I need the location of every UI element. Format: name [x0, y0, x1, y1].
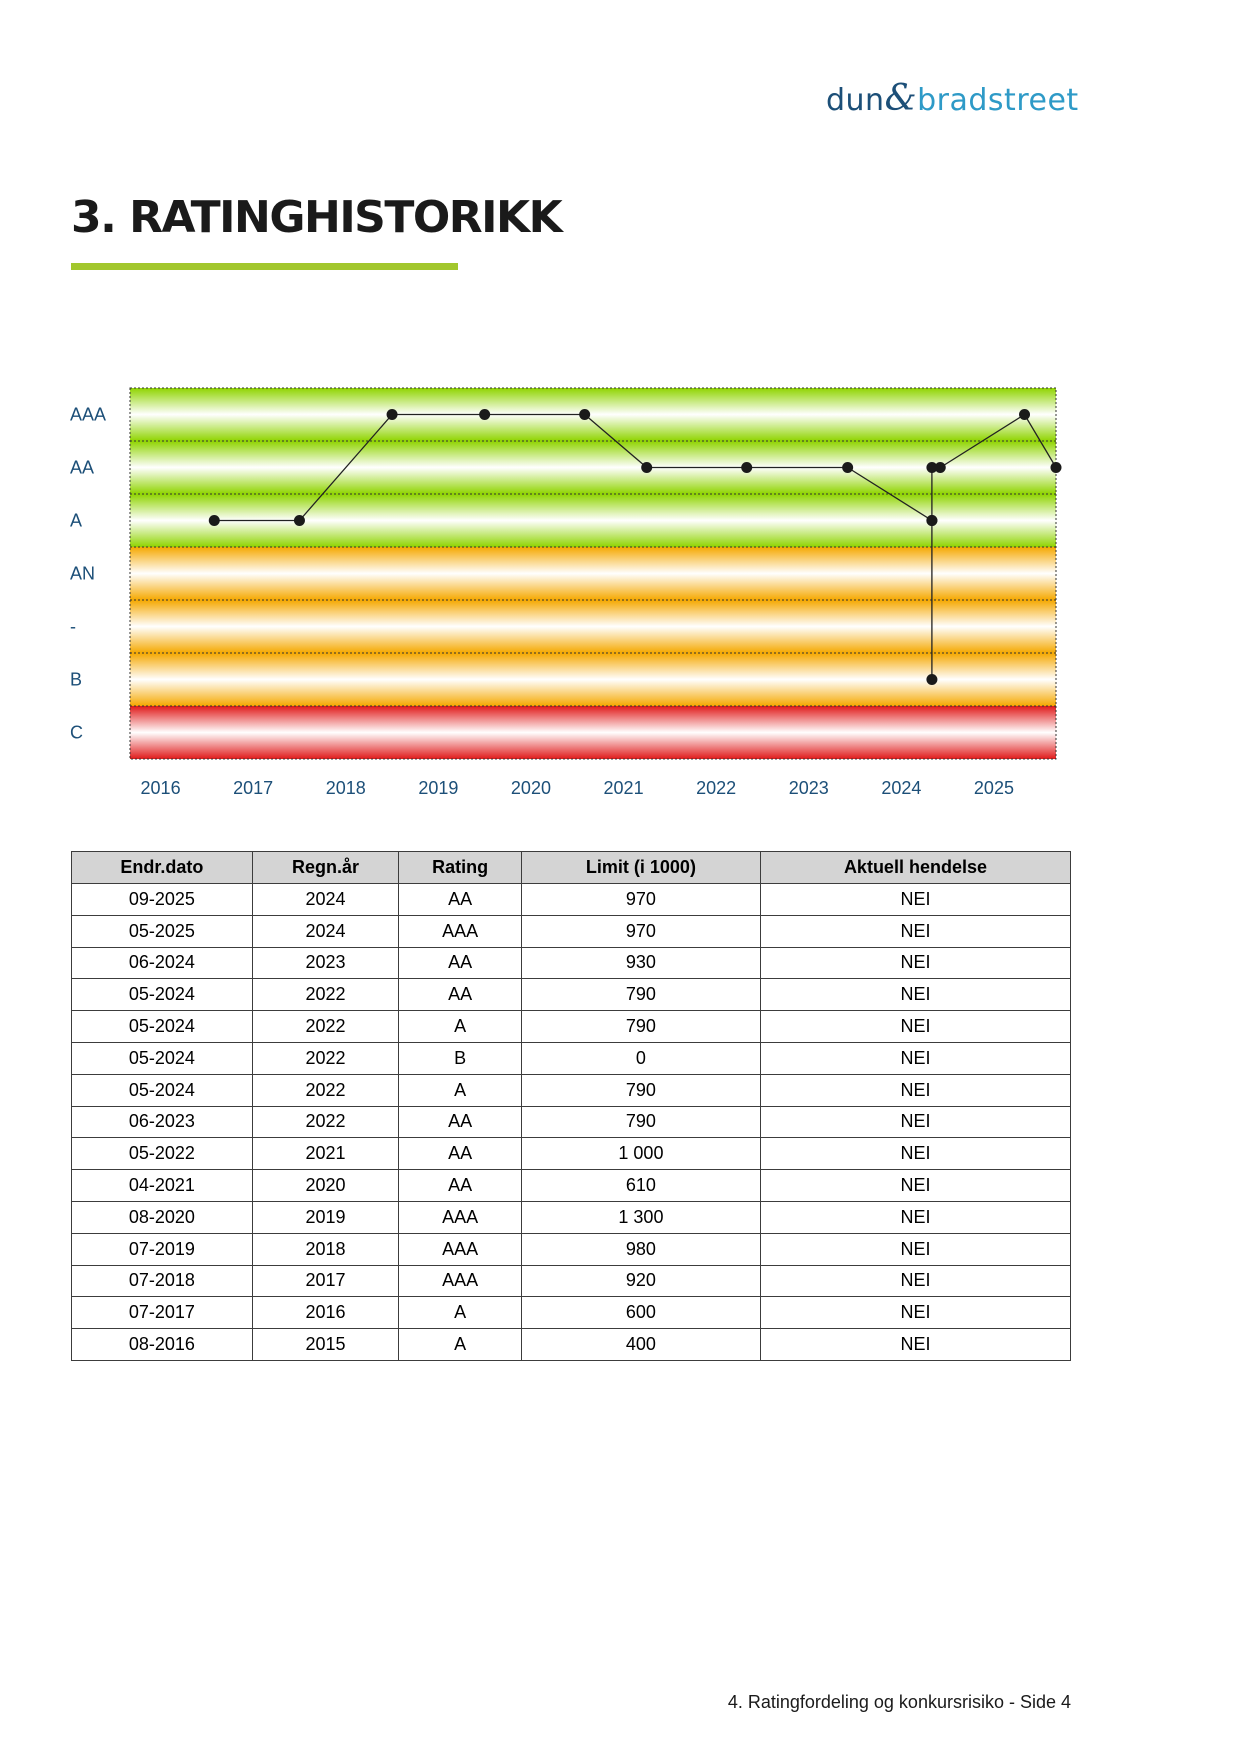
column-header: Regn.år	[252, 852, 398, 884]
table-cell: AA	[399, 979, 522, 1011]
table-cell: AA	[399, 1106, 522, 1138]
y-axis-labels	[70, 405, 106, 743]
table-cell: 980	[521, 1233, 760, 1265]
table-cell: NEI	[760, 884, 1070, 916]
y-tick-label: AA	[70, 457, 95, 478]
page-title: 3. RATINGHISTORIKK	[71, 192, 562, 243]
table-cell: 2020	[252, 1170, 398, 1202]
table-cell: 2022	[252, 979, 398, 1011]
table-cell: 2024	[252, 884, 398, 916]
table-cell: NEI	[760, 979, 1070, 1011]
table-row	[72, 1201, 1071, 1233]
company-logo	[826, 78, 1079, 126]
table-cell: B	[399, 1042, 522, 1074]
column-header: Aktuell hendelse	[760, 852, 1070, 884]
rating-point	[387, 409, 398, 420]
table-cell: AA	[399, 1170, 522, 1202]
table-cell: 05-2024	[72, 1011, 253, 1043]
table-cell: 970	[521, 884, 760, 916]
rating-point	[209, 515, 220, 526]
table-row	[72, 1106, 1071, 1138]
table-cell: 790	[521, 1106, 760, 1138]
y-tick-label: B	[70, 669, 83, 690]
table-cell: 05-2024	[72, 1074, 253, 1106]
table-cell: AAA	[399, 915, 522, 947]
table-cell: 07-2019	[72, 1233, 253, 1265]
table-cell: 09-2025	[72, 884, 253, 916]
table-row	[72, 979, 1071, 1011]
table-cell: NEI	[760, 947, 1070, 979]
table-cell: NEI	[760, 915, 1070, 947]
table-cell: NEI	[760, 1170, 1070, 1202]
y-tick-label: AAA	[70, 404, 107, 425]
rating-band	[130, 600, 1056, 653]
table-cell: 07-2018	[72, 1265, 253, 1297]
table-cell: NEI	[760, 1265, 1070, 1297]
logo-text-bradstreet: bradstreet	[917, 83, 1079, 118]
table-cell: NEI	[760, 1106, 1070, 1138]
rating-point	[842, 462, 853, 473]
table-cell: A	[399, 1011, 522, 1043]
table-cell: 2021	[252, 1138, 398, 1170]
y-tick-label: A	[70, 510, 83, 531]
column-header: Limit (i 1000)	[521, 852, 760, 884]
table-cell: 1 000	[521, 1138, 760, 1170]
table-cell: 07-2017	[72, 1297, 253, 1329]
rating-point	[741, 462, 752, 473]
rating-point	[926, 515, 937, 526]
y-tick-label: -	[70, 616, 76, 637]
table-cell: AA	[399, 1138, 522, 1170]
table-cell: NEI	[760, 1042, 1070, 1074]
rating-point	[1051, 462, 1062, 473]
table-row	[72, 1265, 1071, 1297]
table-cell: 2016	[252, 1297, 398, 1329]
table-cell: 610	[521, 1170, 760, 1202]
x-tick-label: 2018	[325, 778, 366, 798]
table-row	[72, 1138, 1071, 1170]
table-header-row	[72, 852, 1071, 884]
y-tick-label: C	[70, 722, 83, 743]
table-cell: A	[399, 1074, 522, 1106]
table-cell: AAA	[399, 1201, 522, 1233]
table-cell: NEI	[760, 1074, 1070, 1106]
rating-band	[130, 441, 1056, 494]
table-cell: 600	[521, 1297, 760, 1329]
page-footer: 4. Ratingfordeling og konkursrisiko - Side 4	[727, 1692, 1071, 1712]
table-cell: AAA	[399, 1233, 522, 1265]
table-cell: AA	[399, 884, 522, 916]
rating-band	[130, 388, 1056, 441]
table-cell: 05-2022	[72, 1138, 253, 1170]
rating-point	[935, 462, 946, 473]
table-row	[72, 1074, 1071, 1106]
rating-point	[926, 674, 937, 685]
x-tick-label: 2019	[418, 778, 459, 798]
rating-point	[479, 409, 490, 420]
title-underline	[71, 263, 458, 270]
table-row	[72, 1233, 1071, 1265]
table-cell: 400	[521, 1329, 760, 1361]
rating-band	[130, 706, 1056, 759]
table-row	[72, 1170, 1071, 1202]
table-cell: 2017	[252, 1265, 398, 1297]
table-cell: 2022	[252, 1106, 398, 1138]
rating-history-chart	[0, 370, 1241, 810]
x-tick-label: 2023	[788, 778, 829, 798]
x-tick-label: 2016	[140, 778, 181, 798]
x-tick-label: 2024	[881, 778, 922, 798]
table-cell: 2018	[252, 1233, 398, 1265]
table-cell: 2022	[252, 1011, 398, 1043]
table-cell: NEI	[760, 1297, 1070, 1329]
table-cell: 2015	[252, 1329, 398, 1361]
x-axis-labels	[141, 778, 1014, 798]
table-cell: A	[399, 1329, 522, 1361]
logo-text-dun: dun	[826, 83, 885, 118]
table-row	[72, 1042, 1071, 1074]
rating-point	[1019, 409, 1030, 420]
table-cell: NEI	[760, 1011, 1070, 1043]
table-cell: 06-2023	[72, 1106, 253, 1138]
table-cell: 1 300	[521, 1201, 760, 1233]
x-tick-label: 2022	[696, 778, 737, 798]
table-cell: 790	[521, 1011, 760, 1043]
table-cell: 2019	[252, 1201, 398, 1233]
x-tick-label: 2021	[603, 778, 644, 798]
x-tick-label: 2025	[973, 778, 1014, 798]
table-cell: 08-2016	[72, 1329, 253, 1361]
table-cell: NEI	[760, 1201, 1070, 1233]
table-cell: AA	[399, 947, 522, 979]
table-cell: 05-2024	[72, 979, 253, 1011]
table-row	[72, 884, 1071, 916]
rating-point	[294, 515, 305, 526]
table-cell: 2022	[252, 1074, 398, 1106]
table-cell: 920	[521, 1265, 760, 1297]
rating-point	[641, 462, 652, 473]
rating-history-table	[71, 851, 1071, 1361]
table-row	[72, 947, 1071, 979]
table-cell: 2023	[252, 947, 398, 979]
table-cell: 06-2024	[72, 947, 253, 979]
table-row	[72, 1329, 1071, 1361]
table-row	[72, 915, 1071, 947]
table-cell: NEI	[760, 1233, 1070, 1265]
table-cell: 970	[521, 915, 760, 947]
table-row	[72, 1011, 1071, 1043]
x-tick-label: 2020	[510, 778, 551, 798]
y-tick-label: AN	[70, 563, 96, 584]
rating-bands	[130, 388, 1056, 759]
table-cell: NEI	[760, 1138, 1070, 1170]
table-cell: AAA	[399, 1265, 522, 1297]
table-cell: 08-2020	[72, 1201, 253, 1233]
rating-band	[130, 653, 1056, 706]
table-cell: 790	[521, 979, 760, 1011]
table-row	[72, 1297, 1071, 1329]
column-header: Rating	[399, 852, 522, 884]
table-cell: NEI	[760, 1329, 1070, 1361]
table-cell: 0	[521, 1042, 760, 1074]
table-cell: 2024	[252, 915, 398, 947]
x-tick-label: 2017	[233, 778, 274, 798]
logo-ampersand: &	[884, 78, 918, 119]
table-cell: 05-2024	[72, 1042, 253, 1074]
table-cell: A	[399, 1297, 522, 1329]
table-cell: 05-2025	[72, 915, 253, 947]
rating-point	[579, 409, 590, 420]
rating-band	[130, 547, 1056, 600]
table-cell: 790	[521, 1074, 760, 1106]
table-cell: 930	[521, 947, 760, 979]
table-cell: 04-2021	[72, 1170, 253, 1202]
table-body	[72, 884, 1071, 1361]
table-cell: 2022	[252, 1042, 398, 1074]
column-header: Endr.dato	[72, 852, 253, 884]
